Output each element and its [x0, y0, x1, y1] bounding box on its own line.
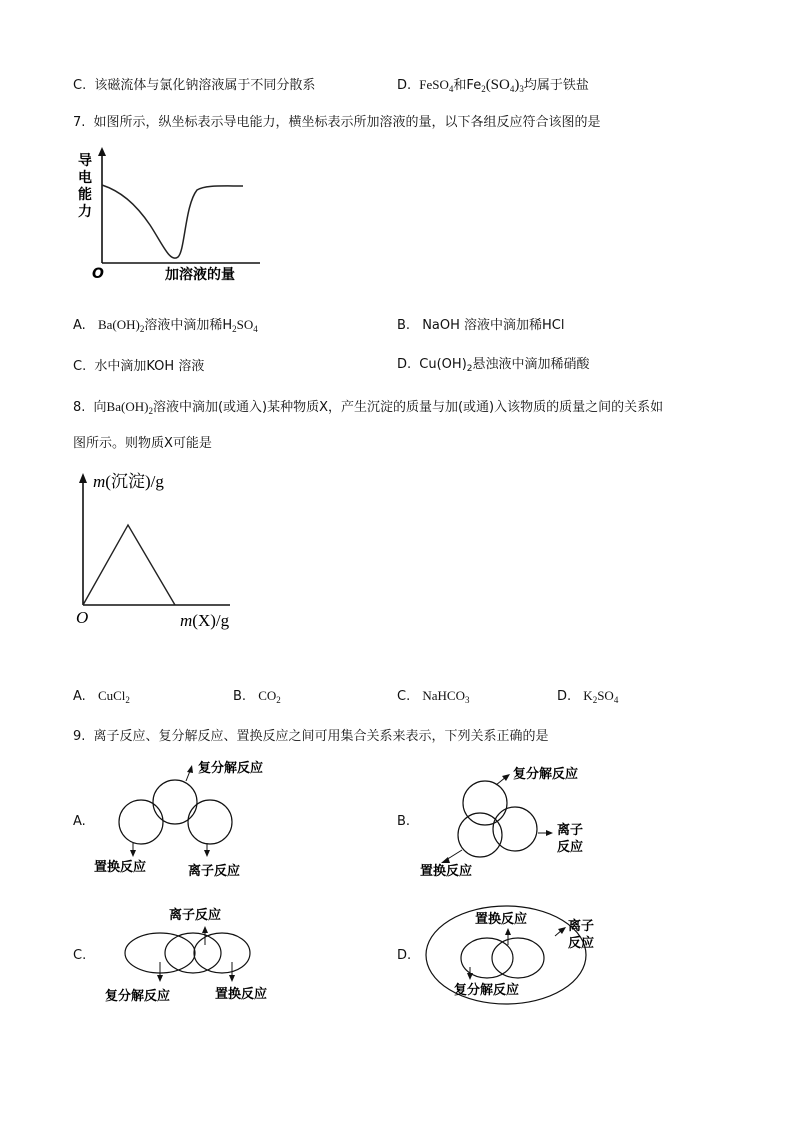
- q9-option-d-letter: D.: [397, 948, 412, 963]
- q9-option-b-letter: B.: [397, 814, 411, 829]
- q9c-right-ellipse: [194, 933, 250, 973]
- q9d-bottom-label: 复分解反应: [454, 983, 520, 998]
- q9a-top-label: 复分解反应: [198, 761, 264, 776]
- q9c-right-label: 置换反应: [215, 987, 268, 1002]
- q9b-top-label: 复分解反应: [513, 767, 579, 782]
- q7-ylabel-3: 能: [78, 187, 92, 203]
- q9b-left-label: 置换反应: [420, 864, 473, 879]
- q8-y-arrow: [79, 473, 87, 483]
- q9d-left-ellipse: [461, 938, 513, 978]
- q7-stem: 7. 如图所示，纵坐标表示导电能力，横坐标表示所加溶液的量，以下各组反应符合该图的是: [73, 115, 601, 130]
- q9a-middle-circle: [153, 780, 197, 824]
- q9d-right-ellipse: [492, 938, 544, 978]
- q9b-right-circle: [493, 807, 537, 851]
- q8-stem: 8. 向$Ba(OH)_2$溶液中滴加(或通入)某种物质X，产生沉淀的质量与加(或通)入该物质的质量之间的关系如: [73, 399, 664, 416]
- q6-option-d: D. FeSO$_4$和$Fe_2(SO_4)_3$均属于铁盐: [397, 77, 589, 94]
- q9d-top-label: 置换反应: [475, 912, 528, 927]
- q7-ylabel-1: 导: [78, 153, 92, 169]
- q9c-top-label: 离子反应: [169, 908, 222, 923]
- q8-xlabel: m(X)/g: [180, 611, 230, 630]
- q9b-right-label-1: 离子: [557, 823, 584, 838]
- q8-option-c: C. NaHCO$_3$: [397, 688, 470, 705]
- q8-option-d: D. $K_2SO_4$: [557, 688, 619, 705]
- q9-stem: 9. 离子反应、复分解反应、置换反应之间可用集合关系来表示，下列关系正确的是: [73, 729, 549, 744]
- q9a-right-circle: [188, 800, 232, 844]
- q7-option-c: C. 水中滴加KOH 溶液: [73, 359, 205, 374]
- q9b-right-label-2: 反应: [557, 840, 584, 855]
- q7-ylabel-2: 电: [78, 170, 92, 186]
- q8-graph: [70, 465, 260, 635]
- q8-option-b: B. $CO_2$: [233, 688, 281, 705]
- q7-curve: [102, 185, 243, 258]
- q7-y-arrow: [98, 147, 106, 156]
- q9a-left-circle: [119, 800, 163, 844]
- q7-origin: O: [92, 266, 104, 282]
- q9a-left-label: 置换反应: [94, 860, 147, 875]
- q9c-left-label: 复分解反应: [105, 989, 171, 1004]
- q9d-right-label-2: 反应: [568, 936, 595, 951]
- q9-diagram-b: [410, 760, 610, 885]
- q9c-middle-ellipse: [165, 933, 221, 973]
- q7-xlabel: 加溶液的量: [165, 267, 235, 283]
- q7-option-d: D. $Cu(OH)_2$悬浊液中滴加稀硝酸: [397, 357, 590, 374]
- q8-stem-line2: 图所示。则物质X可能是: [73, 436, 212, 451]
- q8-origin: O: [76, 608, 89, 627]
- q9d-right-label-1: 离子: [568, 919, 595, 934]
- q9-diagram-c: [95, 900, 295, 1010]
- q7-graph: [75, 145, 275, 285]
- q7-option-a: A. $Ba(OH)_2$溶液中滴加稀$H_2SO_4$: [73, 317, 258, 334]
- q9a-right-label: 离子反应: [188, 864, 241, 879]
- q7-ylabel-4: 力: [78, 204, 92, 220]
- q9-option-a-letter: A.: [73, 814, 86, 829]
- q8-triangle: [83, 525, 175, 605]
- q9-option-c-letter: C.: [73, 948, 87, 963]
- q8-option-a: A. CuCl$_2$: [73, 688, 130, 705]
- q8-ylabel: m(沉淀)/g: [93, 472, 164, 491]
- q6-option-c: C. 该磁流体与氯化钠溶液属于不同分散系: [73, 78, 316, 93]
- q9-diagram-a: [90, 755, 290, 885]
- q7-option-b: B. NaOH 溶液中滴加稀HCl: [397, 318, 565, 333]
- q9-diagram-d: [420, 903, 630, 1008]
- q9b-top-circle: [463, 781, 507, 825]
